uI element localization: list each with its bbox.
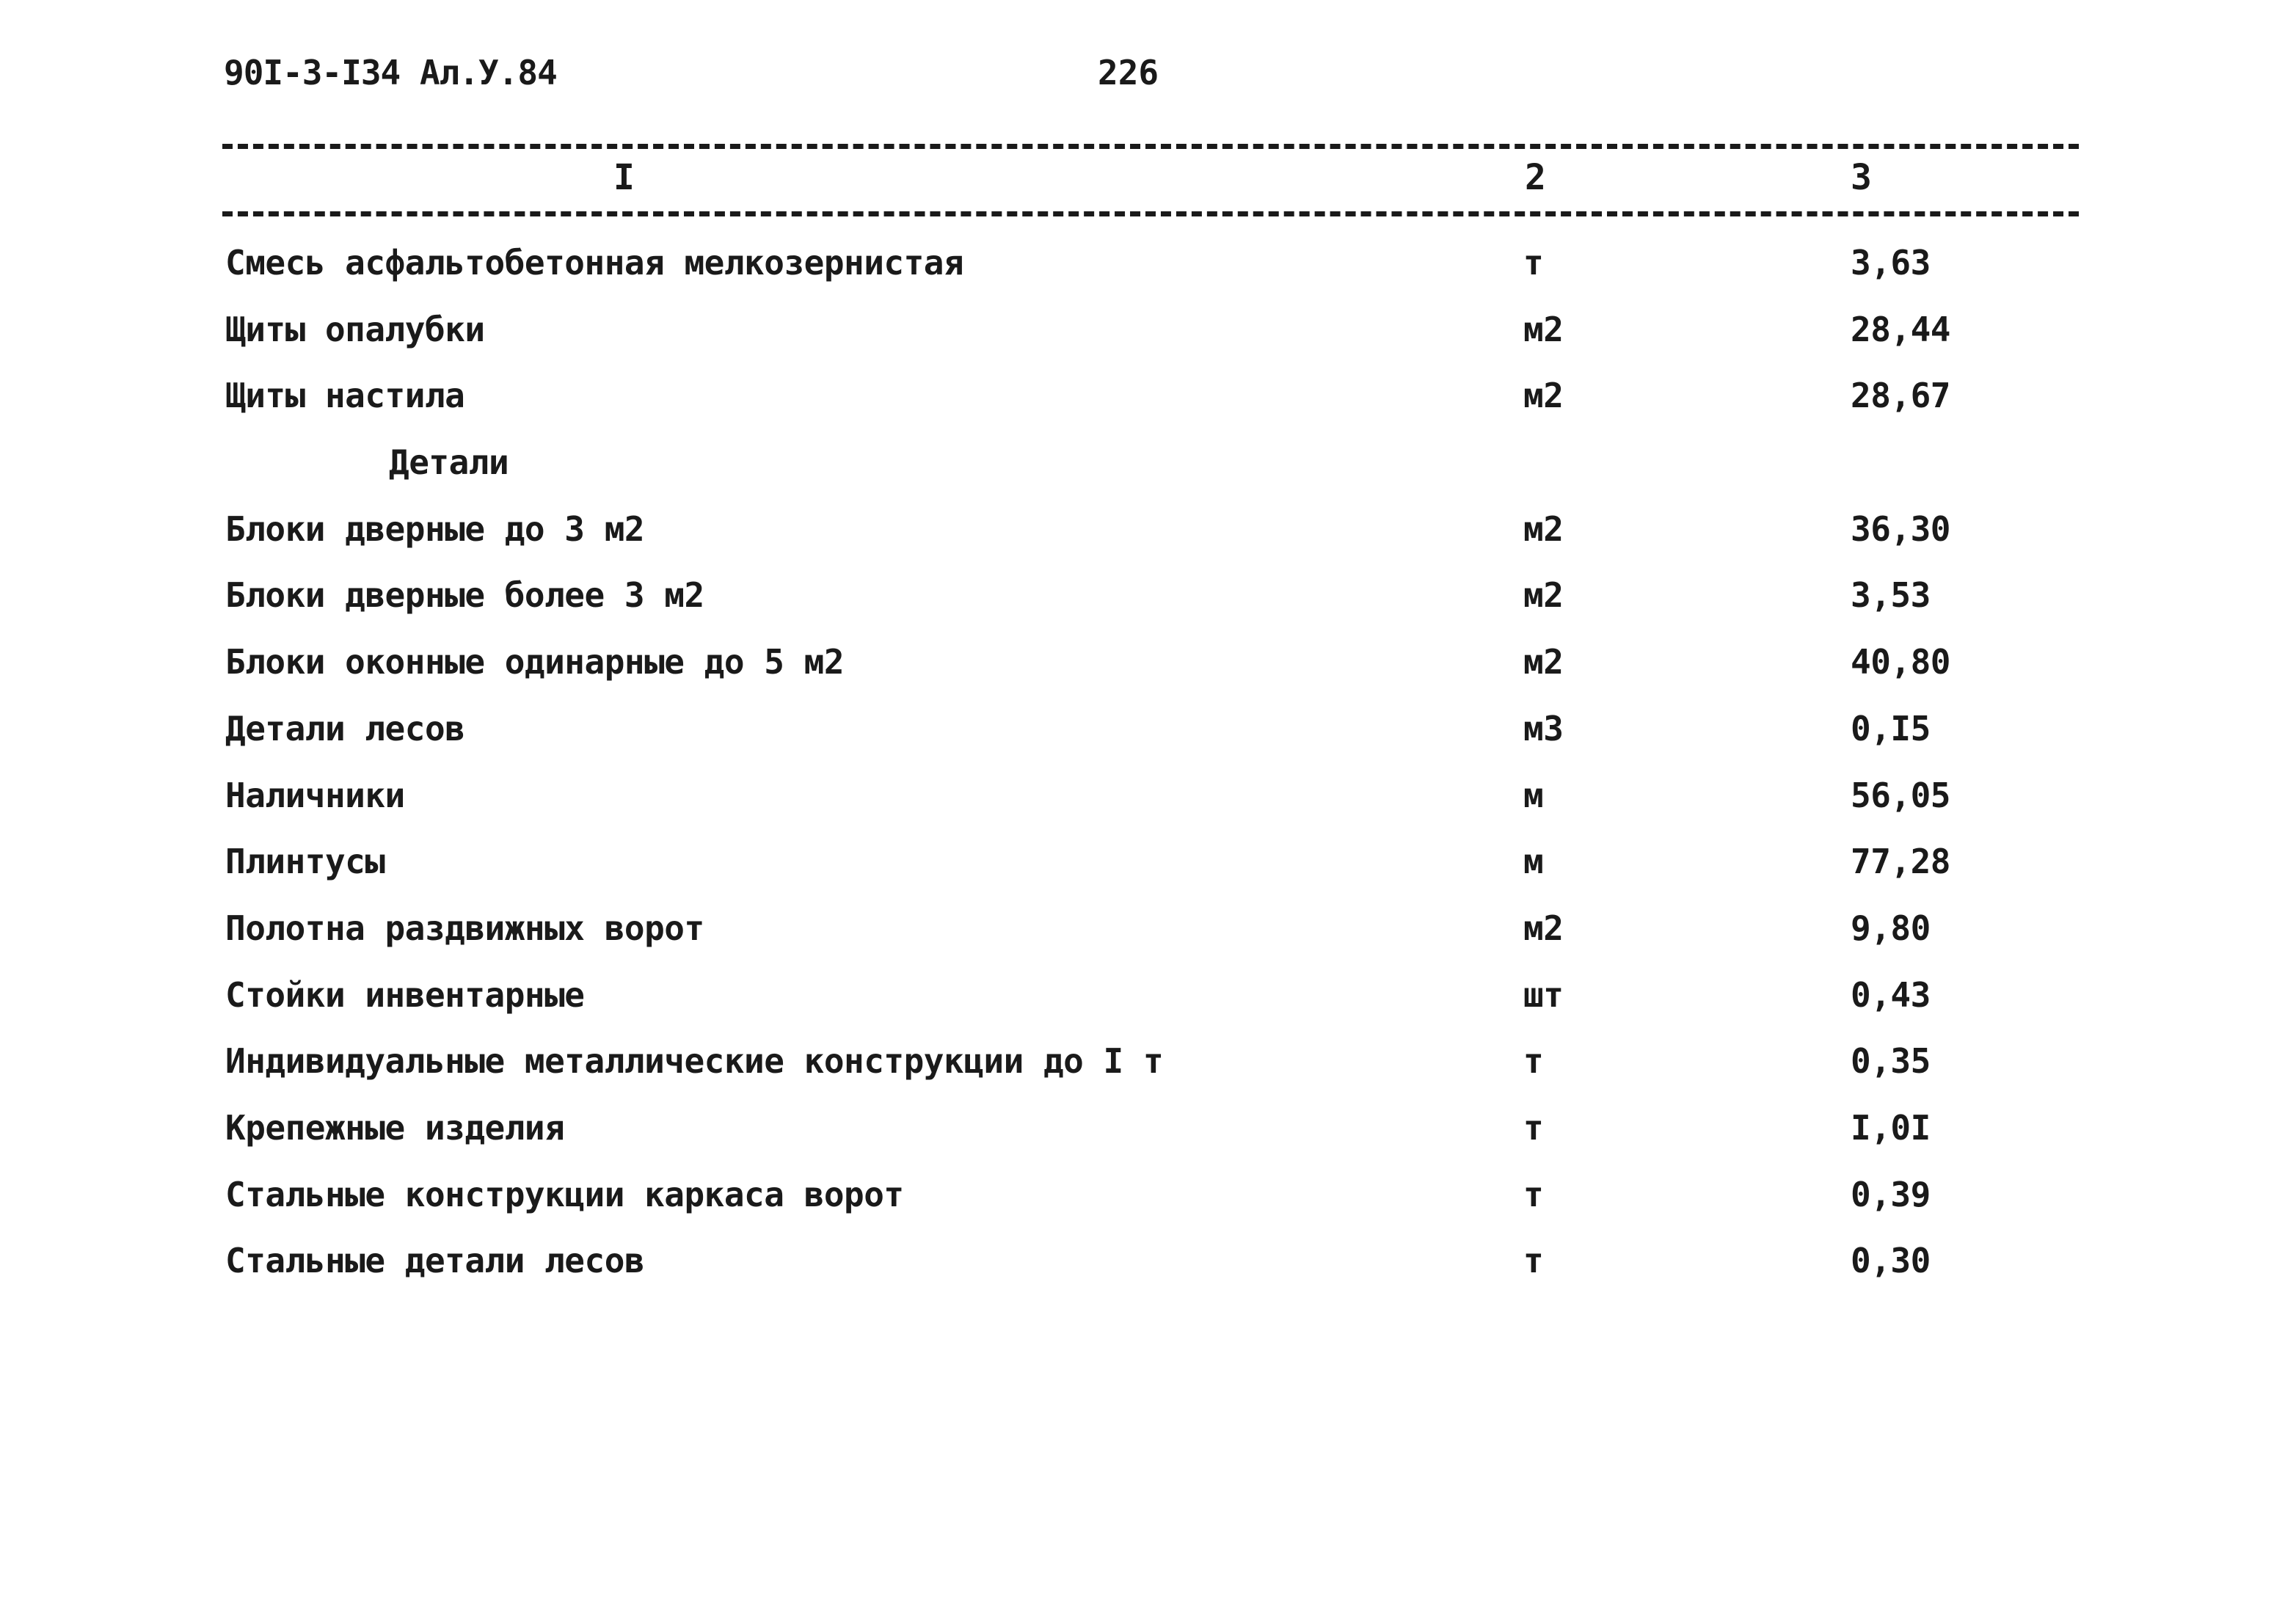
item-quantity: 56,05 — [1851, 775, 1950, 815]
table-header-bottom-rule — [222, 211, 2079, 216]
item-quantity: 0,39 — [1851, 1174, 1931, 1214]
item-unit: шт — [1523, 974, 1564, 1015]
item-quantity: 0,43 — [1851, 974, 1931, 1015]
item-name: Щиты настила — [225, 376, 465, 416]
item-quantity: 77,28 — [1851, 842, 1950, 882]
table-row — [0, 303, 2296, 370]
section-heading-row — [0, 436, 2296, 503]
item-name: Щиты опалубки — [225, 309, 485, 349]
item-quantity: 0,I5 — [1851, 708, 1931, 748]
item-unit: т — [1523, 1041, 1544, 1082]
item-unit: м3 — [1523, 708, 1564, 748]
section-heading: Детали — [389, 442, 509, 483]
item-quantity: 9,80 — [1851, 908, 1931, 948]
item-quantity: 28,44 — [1851, 309, 1950, 349]
item-name: Блоки дверные более 3 м2 — [225, 575, 704, 616]
item-quantity: I,0I — [1851, 1107, 1931, 1148]
item-name: Полотна раздвижных ворот — [225, 908, 704, 948]
table-header-top-rule — [222, 144, 2079, 149]
table-row — [0, 1168, 2296, 1235]
item-name: Крепежные изделия — [225, 1107, 565, 1148]
item-unit: м — [1523, 775, 1544, 815]
table-row — [0, 702, 2296, 769]
item-unit: т — [1523, 243, 1544, 282]
item-name: Стальные детали лесов — [225, 1241, 645, 1281]
item-name: Блоки оконные одинарные до 5 м2 — [225, 642, 845, 682]
table-row — [0, 902, 2296, 969]
table-row — [0, 769, 2296, 836]
column-header-quantity: 3 — [1851, 157, 1872, 198]
item-unit: м2 — [1523, 508, 1564, 549]
item-unit: т — [1523, 1241, 1544, 1281]
item-unit: м2 — [1523, 575, 1564, 616]
item-quantity: 3,53 — [1851, 575, 1931, 616]
item-unit: т — [1523, 1174, 1544, 1214]
table-row — [0, 503, 2296, 569]
column-header-unit: 2 — [1525, 157, 1546, 198]
item-quantity: 3,63 — [1851, 243, 1931, 282]
item-name: Детали лесов — [225, 708, 465, 748]
item-quantity: 0,35 — [1851, 1041, 1931, 1082]
item-unit: м2 — [1523, 642, 1564, 682]
item-unit: м2 — [1523, 376, 1564, 416]
item-name: Наличники — [225, 775, 405, 815]
item-name: Стальные конструкции каркаса ворот — [225, 1174, 904, 1214]
table-row — [0, 236, 2296, 303]
table-row — [0, 1101, 2296, 1168]
page-number: 226 — [1098, 53, 1159, 92]
item-name: Плинтусы — [225, 842, 385, 882]
item-name: Стойки инвентарные — [225, 974, 585, 1015]
table-row — [0, 1234, 2296, 1301]
table-row — [0, 835, 2296, 902]
item-quantity: 40,80 — [1851, 642, 1950, 682]
item-name: Индивидуальные металлические конструкции до I т — [225, 1041, 1164, 1082]
item-unit: м — [1523, 842, 1544, 882]
table-row — [0, 635, 2296, 702]
item-unit: м2 — [1523, 309, 1564, 349]
item-unit: м2 — [1523, 908, 1564, 948]
item-quantity: 0,30 — [1851, 1241, 1931, 1281]
table-row — [0, 1035, 2296, 1101]
table-row — [0, 369, 2296, 436]
table-row — [0, 569, 2296, 635]
table-row — [0, 969, 2296, 1035]
column-header-name: I — [613, 157, 635, 198]
item-name: Смесь асфальтобетонная мелкозернистая — [225, 243, 964, 282]
item-unit: т — [1523, 1107, 1544, 1148]
item-name: Блоки дверные до 3 м2 — [225, 508, 645, 549]
document-code: 90I-3-I34 Ал.У.84 — [224, 53, 557, 92]
item-quantity: 28,67 — [1851, 376, 1950, 416]
table-body — [0, 236, 2296, 1301]
item-quantity: 36,30 — [1851, 508, 1950, 549]
